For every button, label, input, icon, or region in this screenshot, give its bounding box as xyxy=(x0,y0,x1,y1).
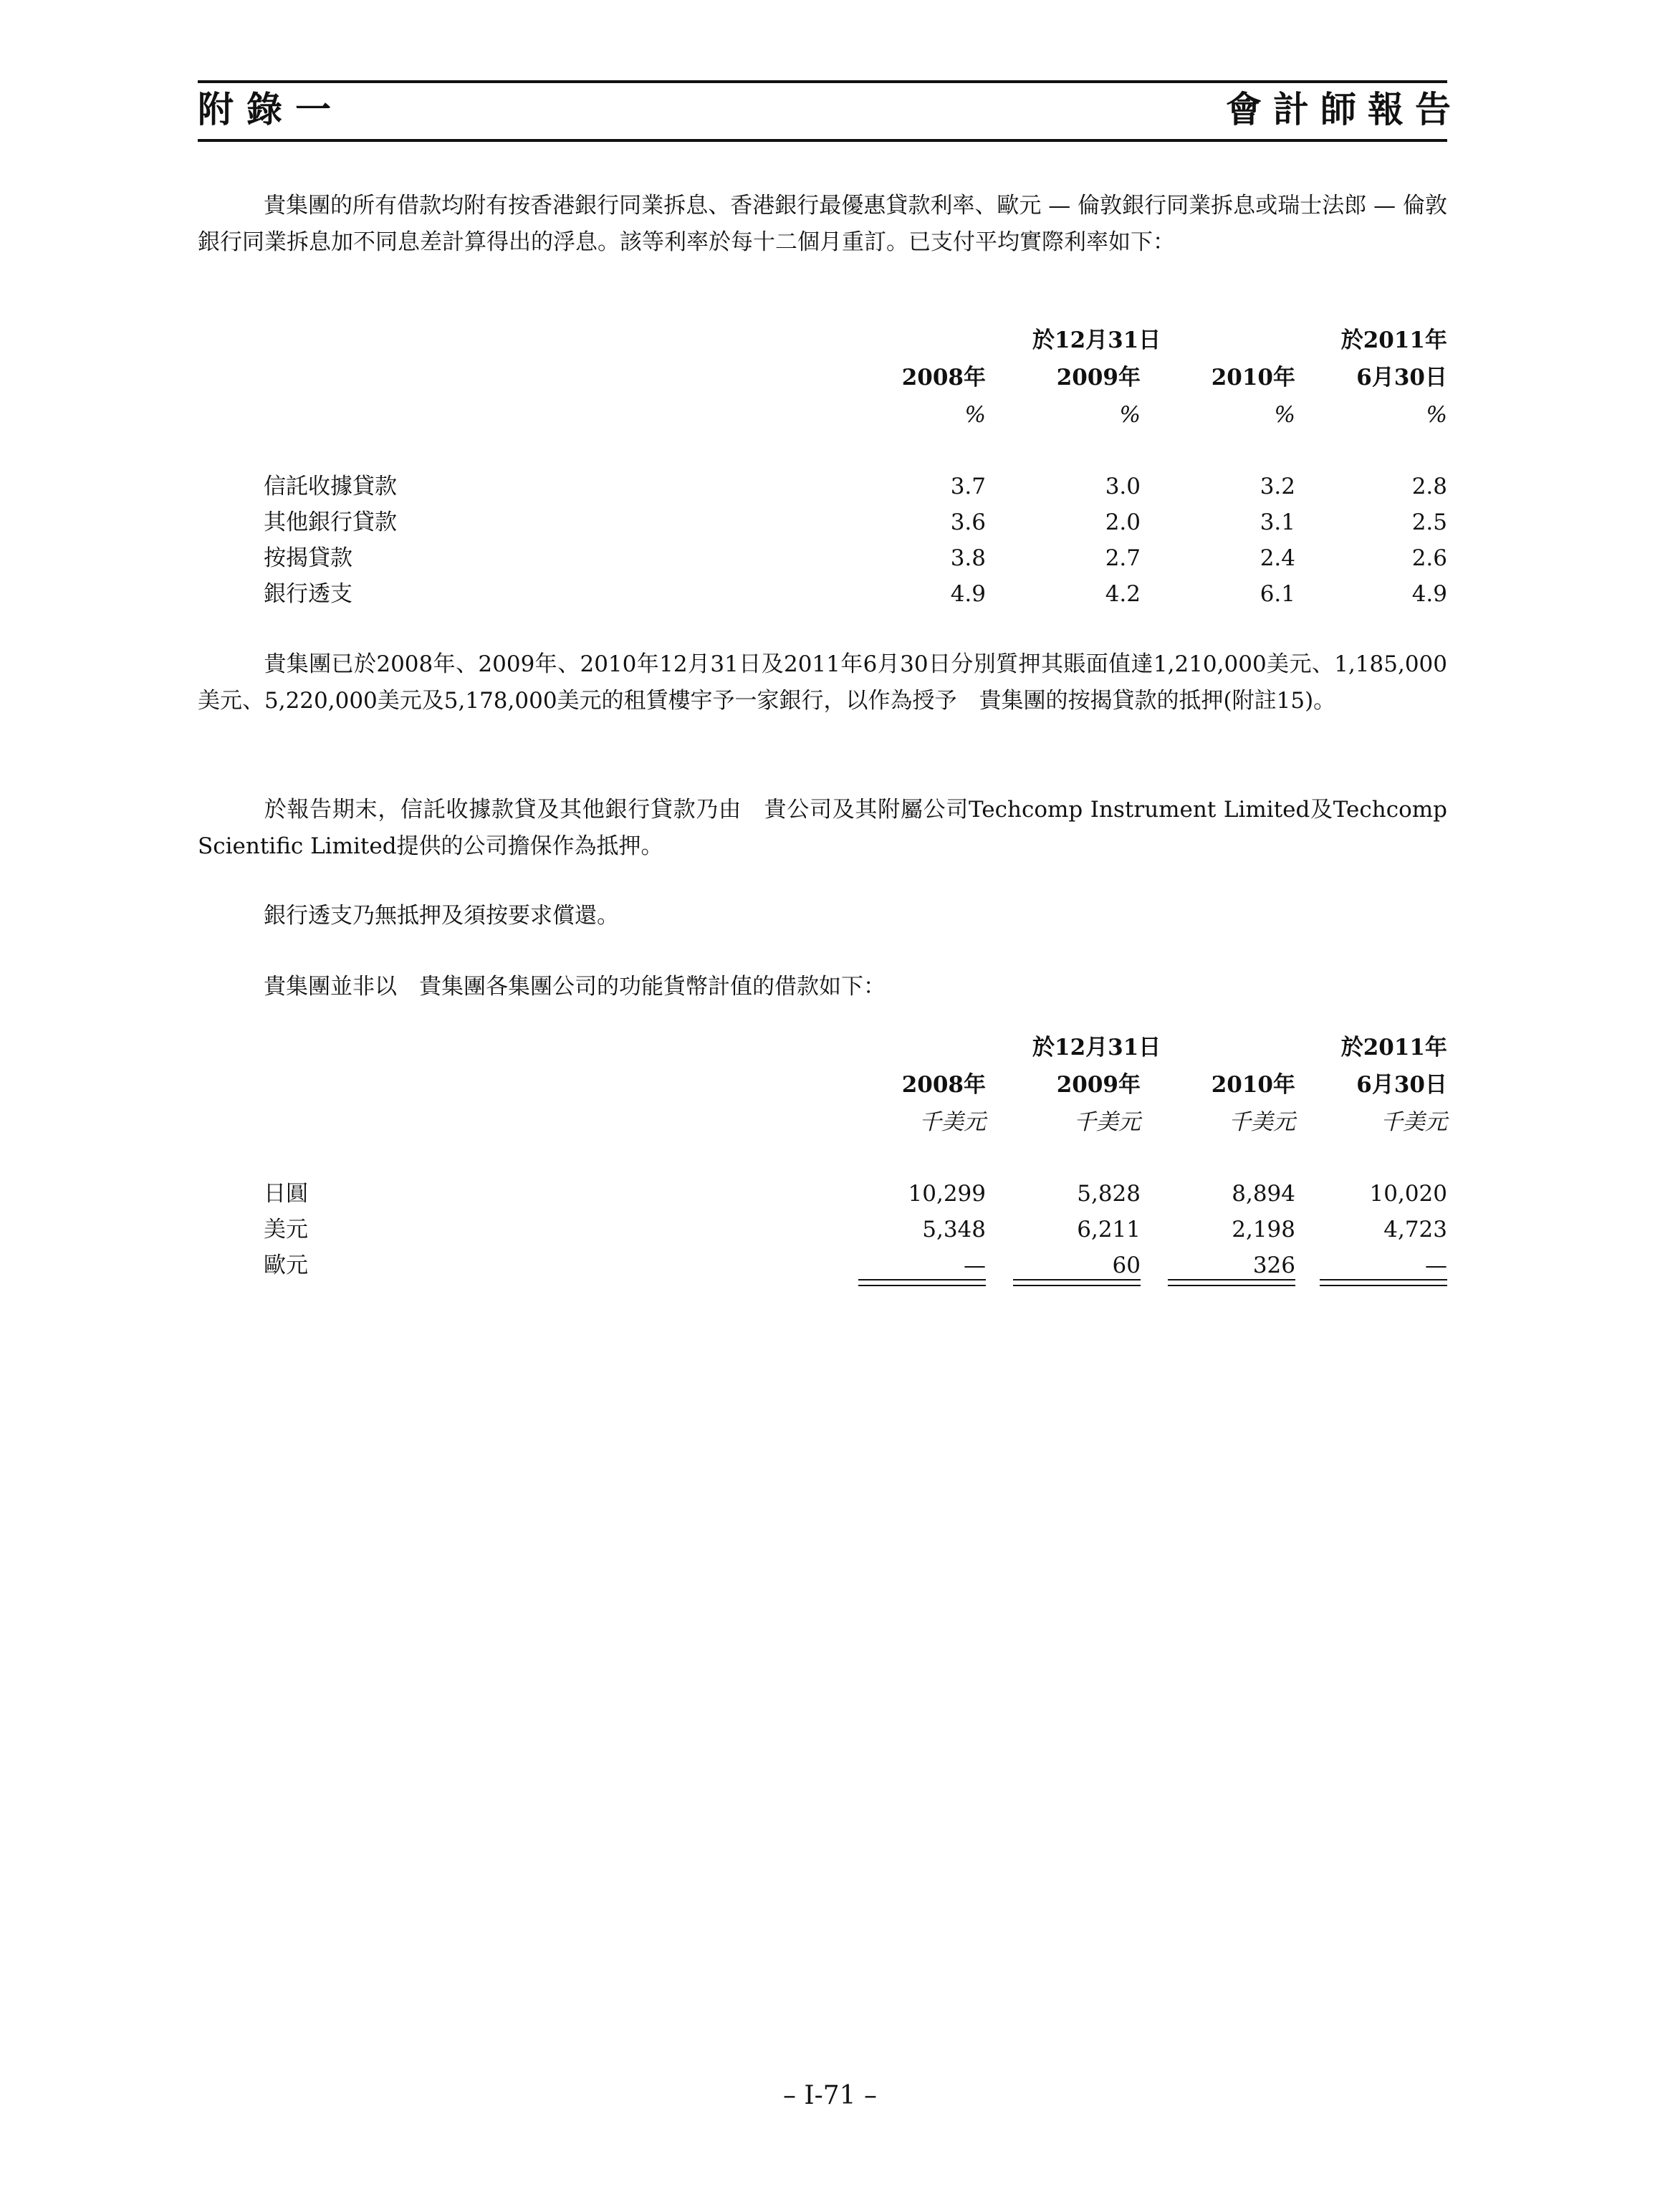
paragraph-text: 貴集團已於2008年、2009年、2010年12月31日及2011年6月30日分別質押其賬面值達1,210,000美元、1,185,000美元、5,220,000美元及5,178,000美元的租賃樓宇予一家銀行，以作為授予 貴集團的按揭貸款的抵押(附註15)。 xyxy=(198,651,1447,714)
header-top-rule xyxy=(198,80,1447,83)
table-cell: — xyxy=(1425,1253,1447,1278)
unit-label: 千美元 xyxy=(1074,1109,1141,1135)
column-header: 2009年 xyxy=(1056,365,1141,391)
table-cell: 3.7 xyxy=(950,474,986,499)
table-cell: 3.8 xyxy=(950,545,986,571)
report-title: 會計師報告 xyxy=(1226,88,1462,130)
page-number: – I-71 – xyxy=(782,2081,878,2110)
column-header: 2008年 xyxy=(901,1072,986,1098)
paragraph-pledged-buildings xyxy=(198,646,1447,719)
column-header: 2008年 xyxy=(901,365,986,391)
row-label: 銀行透支 xyxy=(264,581,352,607)
group-header-2011: 於2011年 xyxy=(1340,327,1447,353)
table-cell: 4.9 xyxy=(1411,581,1447,607)
column-header: 2010年 xyxy=(1211,365,1295,391)
unit-label: % xyxy=(964,402,986,428)
group-header-2011: 於2011年 xyxy=(1340,1035,1447,1060)
paragraph-guarantees xyxy=(198,792,1447,865)
table-cell: — xyxy=(964,1253,986,1278)
header-bottom-rule xyxy=(198,139,1447,142)
unit-label: % xyxy=(1119,402,1141,428)
table-cell: 5,348 xyxy=(922,1217,986,1243)
paragraph-overdrafts xyxy=(198,898,1447,934)
table-cell: 2.4 xyxy=(1260,545,1295,571)
table-cell: 2.0 xyxy=(1105,509,1141,535)
table-cell: 10,299 xyxy=(908,1181,986,1207)
table-cell: 3.0 xyxy=(1105,474,1141,499)
unit-label: % xyxy=(1426,402,1447,428)
column-header: 6月30日 xyxy=(1356,1072,1447,1098)
paragraph-text: 貴集團並非以 貴集團各集團公司的功能貨幣計值的借款如下： xyxy=(264,974,886,1000)
appendix-title: 附錄一 xyxy=(198,88,344,130)
double-underline xyxy=(1320,1279,1447,1286)
column-header: 6月30日 xyxy=(1356,365,1447,391)
column-header: 2009年 xyxy=(1056,1072,1141,1098)
row-label: 信託收據貸款 xyxy=(264,474,397,499)
table-cell: 2.6 xyxy=(1411,545,1447,571)
unit-label: 千美元 xyxy=(919,1109,986,1135)
double-underline xyxy=(858,1279,986,1286)
table-cell: 5,828 xyxy=(1077,1181,1141,1207)
table-cell: 10,020 xyxy=(1369,1181,1447,1207)
double-underline xyxy=(1013,1279,1141,1286)
paragraph-interest-rates xyxy=(198,188,1447,261)
group-header-dec31: 於12月31日 xyxy=(1032,1035,1161,1060)
table-cell: 6.1 xyxy=(1260,581,1295,607)
table-cell: 4.2 xyxy=(1105,581,1141,607)
group-header-dec31: 於12月31日 xyxy=(1032,327,1161,353)
table-cell: 326 xyxy=(1252,1253,1295,1278)
table-cell: 3.1 xyxy=(1260,509,1295,535)
row-label: 日圓 xyxy=(264,1181,308,1207)
unit-label: % xyxy=(1274,402,1295,428)
table-cell: 3.6 xyxy=(950,509,986,535)
paragraph-text: 貴集團的所有借款均附有按香港銀行同業拆息、香港銀行最優惠貸款利率、歐元 — 倫敦銀行同業拆息或瑞士法郎 — 倫敦銀行同業拆息加不同息差計算得出的浮息。該等利率於每十二個月重訂。已支付平均實際利率如下： xyxy=(198,193,1447,255)
unit-label: 千美元 xyxy=(1229,1109,1295,1135)
paragraph-currencies xyxy=(198,969,1447,1005)
unit-label: 千美元 xyxy=(1381,1109,1447,1135)
table-cell: 4.9 xyxy=(950,581,986,607)
table-cell: 2,198 xyxy=(1232,1217,1295,1243)
double-underline xyxy=(1168,1279,1295,1286)
table-cell: 3.2 xyxy=(1260,474,1295,499)
table-cell: 60 xyxy=(1112,1253,1141,1278)
table-cell: 2.5 xyxy=(1411,509,1447,535)
row-label: 美元 xyxy=(264,1217,308,1243)
row-label: 其他銀行貸款 xyxy=(264,509,397,535)
table-cell: 6,211 xyxy=(1077,1217,1141,1243)
column-header: 2010年 xyxy=(1211,1072,1295,1098)
paragraph-text: 銀行透支乃無抵押及須按要求償還。 xyxy=(264,903,619,929)
table-cell: 8,894 xyxy=(1232,1181,1295,1207)
table-cell: 4,723 xyxy=(1383,1217,1447,1243)
table-cell: 2.7 xyxy=(1105,545,1141,571)
table-cell: 2.8 xyxy=(1411,474,1447,499)
row-label: 歐元 xyxy=(264,1253,308,1278)
row-label: 按揭貸款 xyxy=(264,545,352,571)
paragraph-text: 於報告期末，信託收據款貸及其他銀行貸款乃由 貴公司及其附屬公司Techcomp Instrument Limited及Techcomp Scientific Limited提供的公司擔保作為抵押。 xyxy=(198,797,1447,859)
